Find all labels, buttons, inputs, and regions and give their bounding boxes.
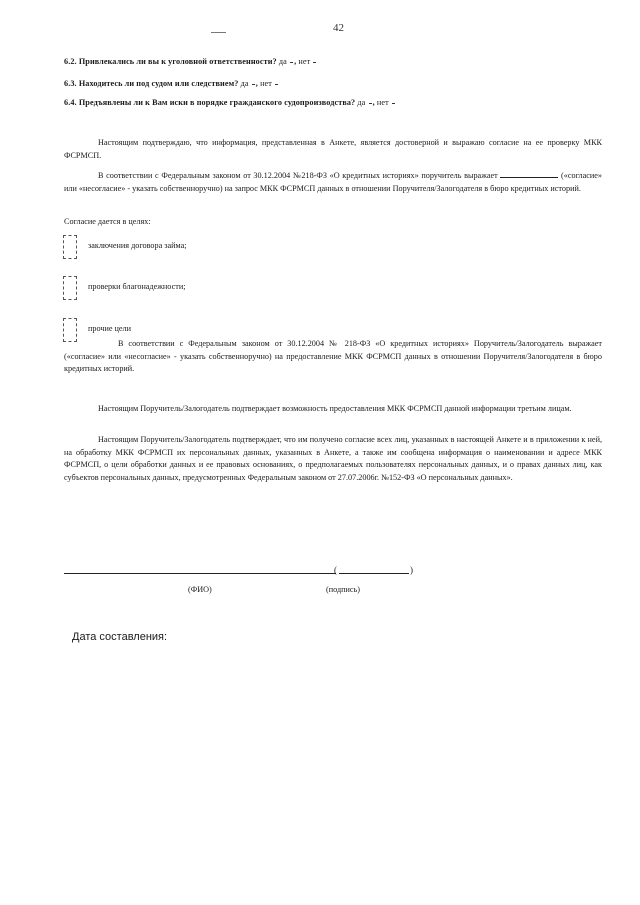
tick-mark: [275, 84, 278, 85]
signature-label: (подпись): [326, 585, 360, 594]
question-6-3: 6.3. Находитесь ли под судом или следствием? да , нет: [64, 79, 279, 88]
question-6-2: 6.2. Привлекались ли вы к уголовной ответственности? да , нет: [64, 57, 317, 66]
law-text-start: В соответствии с Федеральным законом от 30.12.2004 №218-ФЗ «О кредитных историях» поручитель выражает: [98, 171, 498, 180]
confirm-paragraph: Настоящим подтверждаю, что информация, представленная в Анкете, является достоверной и выражаю согласие на ее проверку МКК ФСРМСП.: [64, 138, 602, 160]
question-text: 6.2. Привлекались ли вы к уголовной ответственности?: [64, 57, 277, 66]
answer-yes: да: [278, 57, 287, 66]
checkbox-loan-agreement[interactable]: [63, 235, 77, 259]
question-text: 6.4. Предъявлены ли к Вам иски в порядке гражданского судопроизводства?: [64, 98, 356, 107]
scribble-mark: [211, 32, 226, 33]
consent-heading: Согласие дается в целях:: [64, 217, 151, 226]
law-text-end: («согласие» или «несогласие» - указать собственноручно) на запрос МКК ФСРМСП данных в отношении Поручителя/Залогодателя в бюро кредитных историй.: [64, 171, 602, 193]
law-paragraph-1: [64, 170, 602, 195]
checkbox-reliability-check[interactable]: [63, 276, 77, 300]
question-6-4: 6.4. Предъявлены ли к Вам иски в порядке гражданского судопроизводства? да , нет: [64, 98, 396, 107]
tick-mark: [313, 62, 316, 63]
law-paragraph-2: В соответствии с Федеральным законом от 30.12.2004 № 218-ФЗ «О кредитных историях» Поручитель/Залогодатель выражает («согласие» или «несогласие» - указать собственноручно) на предоставление МКК ФСРМСП данных в отношении Поручителя/Залогодателя в бюро кредитных историй.: [64, 339, 602, 374]
tick-mark: [290, 62, 293, 63]
signature-line[interactable]: [339, 573, 409, 574]
tick-mark: [369, 103, 372, 104]
purpose-reliability-check: проверки благонадежности;: [88, 282, 186, 291]
tick-mark: [252, 84, 255, 85]
tick-mark: [392, 103, 395, 104]
personal-data-paragraph: Настоящим Поручитель/Залогодатель подтверждает, что им получено согласие всех лиц, указанных в настоящей Анкете и в приложении к ней, на обработку МКК ФСРМСП их персональных данных, указанных в Анкете, а также им сообщена информация о наименовании и адресе МКК ФСРМСП, о цели обработки данных и ее правовых основаниях, о предполагаемых пользователях персональных данных, и о правах данных лиц, как субъектов персональных данных, предусмотренных Федеральным законом от 27.07.2006г. №152-ФЗ «О персональных данных».: [64, 435, 602, 482]
fio-line[interactable]: [64, 573, 336, 574]
answer-no: нет: [260, 79, 272, 88]
paren-open: (: [334, 565, 337, 575]
purpose-loan-agreement: заключения договора займа;: [88, 241, 187, 250]
answer-yes: да: [240, 79, 249, 88]
page-number: 42: [333, 22, 344, 34]
answer-no: нет: [298, 57, 311, 66]
date-label: Дата составления:: [72, 631, 168, 643]
answer-no: нет: [376, 98, 389, 107]
handwrite-blank[interactable]: [500, 170, 558, 178]
question-text: 6.3. Находитесь ли под судом или следствием?: [64, 79, 239, 88]
answer-yes: да: [357, 98, 366, 107]
paren-close: ): [410, 565, 413, 575]
purpose-other: прочие цели: [88, 324, 132, 333]
fio-label: (ФИО): [188, 585, 212, 594]
third-party-paragraph: Настоящим Поручитель/Залогодатель подтверждает возможность предоставления МКК ФСРМСП данной информации третьим лицам.: [98, 404, 572, 413]
